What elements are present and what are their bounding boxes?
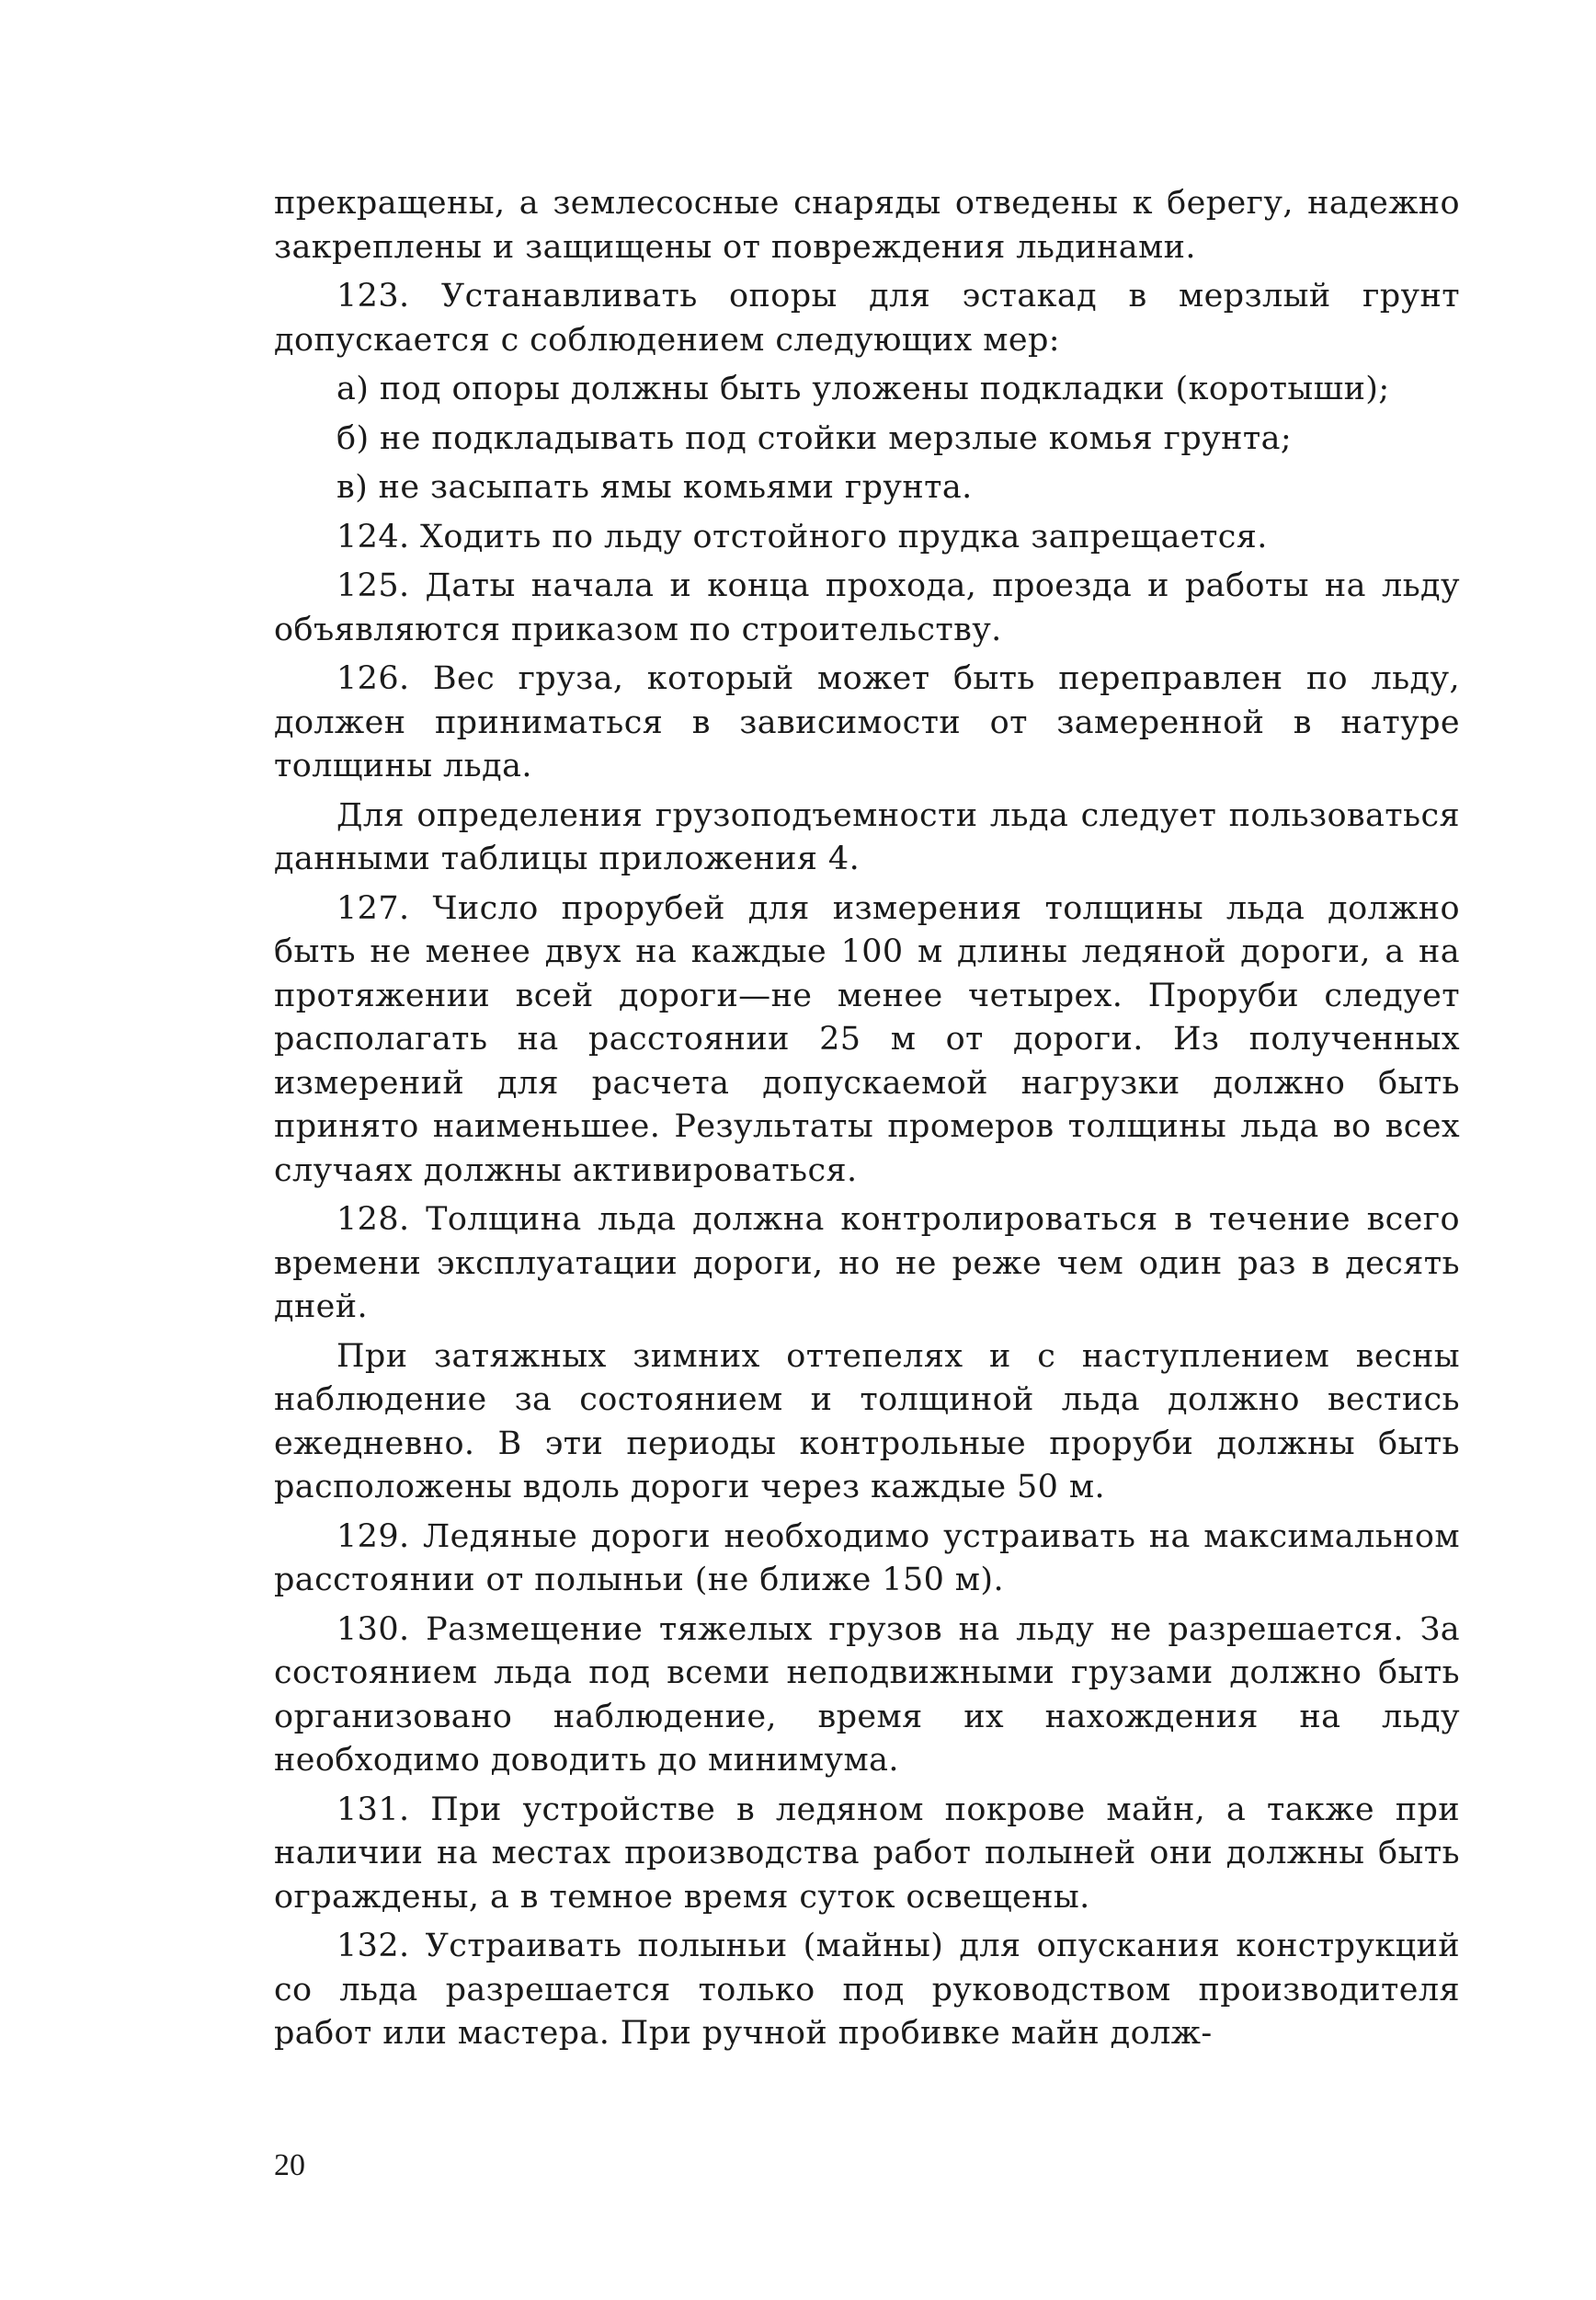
paragraph-123: 123. Устанавливать опоры для эстакад в мерзлый грунт допускается с соблюдением следующих мер: xyxy=(274,278,1460,359)
list-item-a: а) под опоры должны быть уложены подкладки (коротыши); xyxy=(336,371,1390,407)
paragraph-125: 125. Даты начала и конца прохода, проезда и работы на льду объявляются приказом по строительству. xyxy=(274,567,1460,648)
list-item-v: в) не засыпать ямы комьями грунта. xyxy=(336,469,973,506)
paragraph-126-note: Для определения грузоподъемности льда следует пользоваться данными таблицы приложения 4. xyxy=(274,796,1460,877)
paragraph-131: 131. При устройстве в ледяном покрове майн, а также при наличии на местах производства работ полыней они должны быть ограждены, а в темное время суток освещены. xyxy=(274,1791,1460,1916)
paragraph-continuation: прекращены, а землесосные снаряды отведены к берегу, надежно закреплены и защищены от повреждения льдинами. xyxy=(274,185,1460,266)
list-item-b: б) не подкладывать под стойки мерзлые комья грунта; xyxy=(336,419,1293,457)
paragraph-128: 128. Толщина льда должна контролироваться в течение всего времени эксплуатации дороги, но не реже чем один раз в десять дней. xyxy=(274,1201,1460,1325)
paragraph-130: 130. Размещение тяжелых грузов на льду не разрешается. За состоянием льда под всеми неподвижными грузами должно быть организовано наблюдение, время их нахождения на льду необходимо доводить до минимума. xyxy=(274,1610,1460,1779)
paragraph-132: 132. Устраивать полыньи (майны) для опускания конструкций со льда разрешается только под руководством производителя работ или мастера. При ручной пробивке майн долж- xyxy=(274,1928,1460,2052)
paragraph-124: 124. Ходить по льду отстойного прудка запрещается. xyxy=(336,518,1268,555)
paragraph-127: 127. Число прорубей для измерения толщины льда должно быть не менее двух на каждые 100 м длины ледяной дороги, а на протяжении всей дороги—не менее четырех. Проруби следует располагать на расстоянии 25 м от дороги. Из полученных измерений для расчета допускаемой нагрузки должно быть принято наименьшее. Результаты промеров толщины льда во всех случаях должны активироваться. xyxy=(274,889,1460,1189)
paragraph-128-note: При затяжных зимних оттепелях и с наступлением весны наблюдение за состоянием и толщиной льда должно вестись ежедневно. В эти периоды контрольные проруби должны быть расположены вдоль дороги через каждые 50 м. xyxy=(274,1337,1460,1505)
document-page xyxy=(274,182,1460,2062)
paragraph-129: 129. Ледяные дороги необходимо устраивать на максимальном расстоянии от полыньи (не ближе 150 м). xyxy=(274,1517,1460,1598)
paragraph-126: 126. Вес груза, который может быть переправлен по льду, должен приниматься в зависимости от замеренной в натуре толщины льда. xyxy=(274,660,1460,784)
page-number: 20 xyxy=(274,2148,305,2182)
